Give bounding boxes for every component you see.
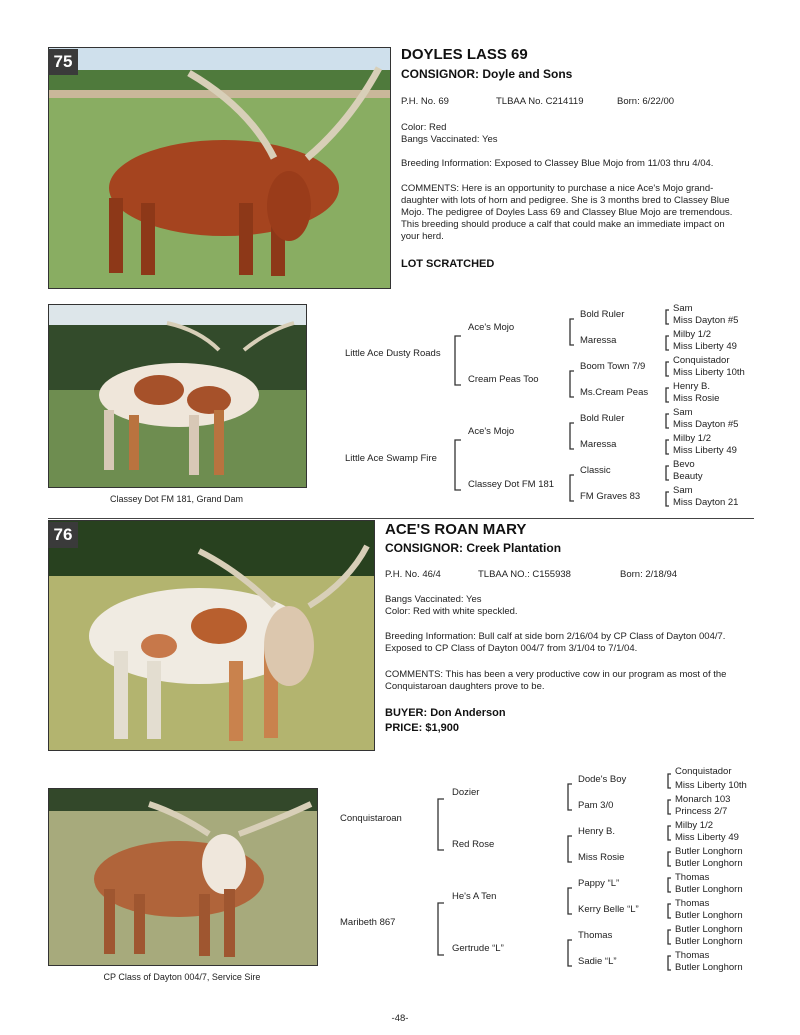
- pedigree-gen3: Maressa: [580, 335, 617, 346]
- lot-75-color: Color: Red: [401, 122, 447, 133]
- pedigree-gen3: Ms.Cream Peas: [580, 387, 649, 398]
- pedigree-gen4: Monarch 103: [675, 794, 731, 805]
- lot-75-tlbaa: TLBAA No. C214119: [496, 96, 584, 107]
- pedigree-gen2: Cream Peas Too: [468, 374, 539, 385]
- pedigree-gen4: Butler Longhorn: [675, 962, 743, 973]
- pedigree-gen4: Sam: [673, 407, 693, 418]
- pedigree-gen4: Bevo: [673, 459, 695, 470]
- pedigree-gen3: Dode's Boy: [578, 774, 627, 785]
- lot-76-number-badge: 76: [48, 522, 78, 548]
- lot-76-buyer: BUYER: Don Anderson: [385, 707, 506, 719]
- pedigree-gen3: Henry B.: [578, 826, 615, 837]
- pedigree-gen2: Gertrude “L”: [452, 943, 504, 954]
- pedigree-gen4: Sam: [673, 485, 693, 496]
- pedigree-gen3: Sadie “L”: [578, 956, 617, 967]
- pedigree-gen4: Miss Dayton #5: [673, 419, 739, 430]
- comment-line: your herd.: [401, 231, 444, 242]
- comment-line: Conquistaroan daughters prove to be.: [385, 681, 545, 692]
- page-number: -48-: [391, 1013, 409, 1024]
- pedigree-gen2: Ace's Mojo: [468, 322, 515, 333]
- lot-76-pedigree-caption: CP Class of Dayton 004/7, Service Sire: [103, 972, 261, 982]
- pedigree-sire: Conquistaroan: [340, 813, 402, 824]
- pedigree-gen4: Milby 1/2: [675, 820, 714, 831]
- pedigree-gen4: Milby 1/2: [673, 433, 712, 444]
- lot-76-born: Born: 2/18/94: [620, 569, 678, 580]
- pedigree-gen4: Conquistador: [675, 766, 732, 777]
- lot-76-consignor: CONSIGNOR: Creek Plantation: [385, 541, 562, 555]
- lot-75-consignor: CONSIGNOR: Doyle and Sons: [401, 67, 573, 81]
- pedigree-gen4: Milby 1/2: [673, 329, 712, 340]
- pedigree-gen4: Butler Longhorn: [675, 910, 743, 921]
- lot-76-name: ACE'S ROAN MARY: [385, 521, 527, 538]
- lot-75-number-badge: 75: [48, 49, 78, 75]
- lot-76-price: PRICE: $1,900: [385, 722, 459, 734]
- lot-76-tlbaa: TLBAA NO.: C155938: [478, 569, 571, 580]
- breeding-line: Breeding Information: Bull calf at side born 2/16/04 by CP Class of Dayton 004/7.: [385, 631, 726, 642]
- comment-line: COMMENTS: Here is an opportunity to purchase a nice Ace's Mojo grand-: [401, 183, 714, 194]
- comment-line: daughter with lots of horn and pedigree. She is 3 months bred to Classey Blue: [401, 195, 730, 206]
- lot-75-born: Born: 6/22/00: [617, 96, 675, 107]
- pedigree-gen4: Princess 2/7: [675, 806, 728, 817]
- lot-76-color: Color: Red with white speckled.: [385, 606, 518, 617]
- lot-76-ph-no: P.H. No. 46/4: [385, 569, 441, 580]
- pedigree-gen3: FM Graves 83: [580, 491, 641, 502]
- pedigree-gen4: Miss Liberty 49: [675, 832, 739, 843]
- pedigree-gen4: Sam: [673, 303, 693, 314]
- pedigree-gen3: Bold Ruler: [580, 413, 625, 424]
- pedigree-gen3: Boom Town 7/9: [580, 361, 646, 372]
- comment-line: This breeding should produce a calf that could make an immediate impact on: [401, 219, 725, 230]
- pedigree-sire: Little Ace Dusty Roads: [345, 348, 441, 359]
- pedigree-gen2: Classey Dot FM 181: [468, 479, 555, 490]
- lot-75-status: LOT SCRATCHED: [401, 258, 495, 270]
- pedigree-gen4: Thomas: [675, 898, 710, 909]
- lot-76-bangs: Bangs Vaccinated: Yes: [385, 594, 482, 605]
- pedigree-gen4: Thomas: [675, 950, 710, 961]
- pedigree-gen3: Pappy “L”: [578, 878, 620, 889]
- pedigree-gen4: Miss Rosie: [673, 393, 720, 404]
- lot-75-name: DOYLES LASS 69: [401, 46, 528, 63]
- lot-75-ph-no: P.H. No. 69: [401, 96, 449, 107]
- pedigree-gen2: Dozier: [452, 787, 480, 798]
- pedigree-gen4: Henry B.: [673, 381, 710, 392]
- pedigree-gen3: Miss Rosie: [578, 852, 625, 863]
- pedigree-gen4: Miss Liberty 10th: [673, 367, 745, 378]
- pedigree-gen3: Bold Ruler: [580, 309, 625, 320]
- pedigree-gen4: Butler Longhorn: [675, 884, 743, 895]
- pedigree-dam: Maribeth 867: [340, 917, 396, 928]
- pedigree-gen2: Ace's Mojo: [468, 426, 515, 437]
- pedigree-gen4: Miss Liberty 49: [673, 341, 737, 352]
- pedigree-gen2: Red Rose: [452, 839, 495, 850]
- pedigree-gen4: Miss Liberty 10th: [675, 780, 747, 791]
- pedigree-gen4: Beauty: [673, 471, 703, 482]
- pedigree-gen4: Butler Longhorn: [675, 924, 743, 935]
- pedigree-gen3: Pam 3/0: [578, 800, 614, 811]
- comment-line: Mojo. The pedigree of Doyles Lass 69 and Classey Blue Mojo are tremendous.: [401, 207, 733, 218]
- lot-75-bangs: Bangs Vaccinated: Yes: [401, 134, 498, 145]
- breeding-line: Exposed to CP Class of Dayton 004/7 from 3/1/04 to 7/1/04.: [385, 643, 638, 654]
- pedigree-gen4: Conquistador: [673, 355, 730, 366]
- pedigree-gen3: Maressa: [580, 439, 617, 450]
- pedigree-gen3: Classic: [580, 465, 611, 476]
- pedigree-dam: Little Ace Swamp Fire: [345, 453, 437, 464]
- lot-75-breeding: Breeding Information: Exposed to Classey Blue Mojo from 11/03 thru 4/04.: [401, 158, 714, 169]
- pedigree-gen4: Miss Dayton #5: [673, 315, 739, 326]
- pedigree-gen4: Miss Liberty 49: [673, 445, 737, 456]
- pedigree-gen4: Thomas: [675, 872, 710, 883]
- pedigree-gen4: Miss Dayton 21: [673, 497, 739, 508]
- pedigree-gen3: Kerry Belle “L”: [578, 904, 639, 915]
- pedigree-gen4: Butler Longhorn: [675, 858, 743, 869]
- comment-line: COMMENTS: This has been a very productive cow in our program as most of the: [385, 669, 727, 680]
- lot-75-pedigree-caption: Classey Dot FM 181, Grand Dam: [109, 494, 244, 504]
- pedigree-gen2: He's A Ten: [452, 891, 497, 902]
- pedigree-gen4: Butler Longhorn: [675, 846, 743, 857]
- pedigree-gen3: Thomas: [578, 930, 613, 941]
- pedigree-gen4: Butler Longhorn: [675, 936, 743, 947]
